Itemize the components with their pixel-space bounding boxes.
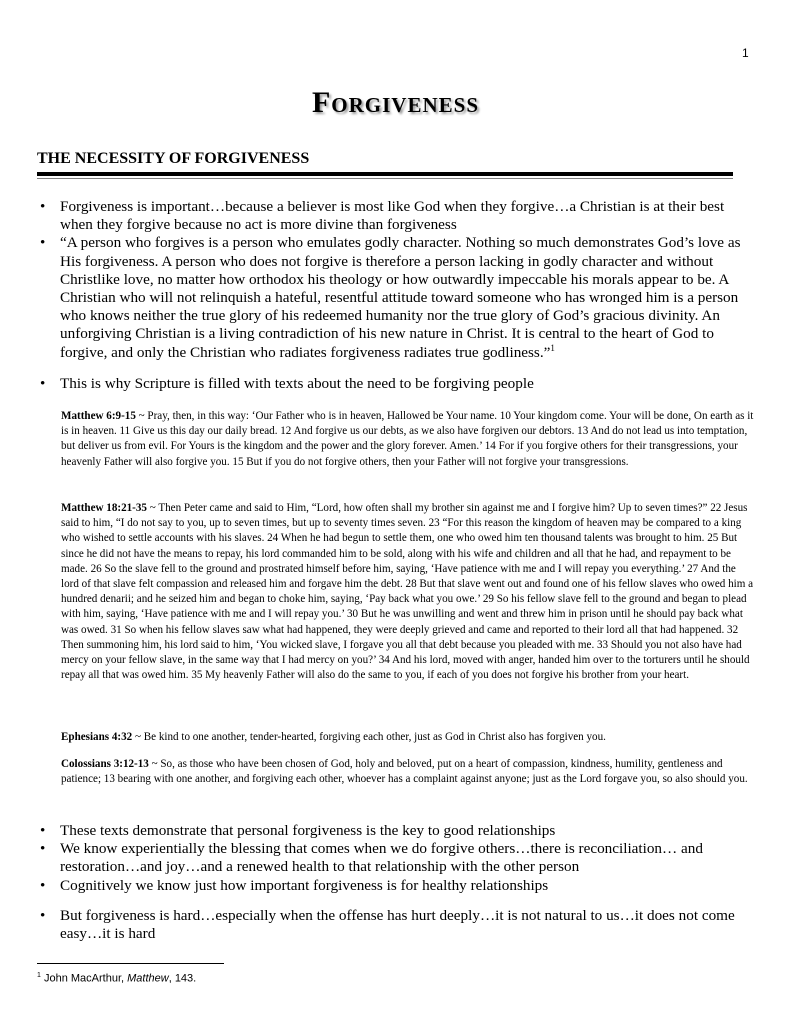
bullet-icon: • [40,876,46,894]
list-item-text: Cognitively we know just how important forgiveness is for healthy relationships [60,876,549,894]
bullet-icon: • [40,198,46,215]
scripture-text: ~ Pray, then, in this way: ‘Our Father who is in heaven, Hallowed be Your name. 10 Your kingdom come. Your will be done, On earth as it is in heaven. 11 Give us this day our daily bread. 12 And forgive us our debts, as we also have forgiven our debtors. 13 And do not lead us into temptation, but deliver us from evil. For Yours is the kingdom and the power and the glory forever. Amen.’ 14 For if you forgive others for their transgressions, your heavenly Father will also forgive you. 15 But if you do not forgive others, then your Father will not forgive your transgressions. [61,410,754,468]
scripture-passage [61,730,756,745]
footnote-book-title: Matthew [127,972,169,985]
heading-rule [37,172,733,176]
section-heading: THE NECESSITY OF FORGIVENESS [37,150,310,167]
list-item [37,907,757,943]
footnote-marker: 1 [37,972,41,979]
scripture-passage [61,501,756,683]
heading-rule-shadow [37,178,733,179]
bullet-icon: • [40,822,46,839]
bullet-list-bottom [37,822,757,943]
bullet-list-top [37,198,757,393]
bullet-icon: • [40,374,46,392]
scripture-text: ~ Be kind to one another, tender-hearted, forgiving each other, just as God in Christ also has forgiven you. [132,731,606,743]
scripture-reference: Colossians 3:12-13 [61,758,149,770]
list-item-text: We know experientially the blessing that comes when we do forgive others…there is reconciliation… and restoration…and joy…and a renewed health to that relationship with the other person [60,840,703,876]
list-item-text: “A person who forgives is a person who emulates godly character. Nothing so much demonstrates God’s love as His forgiveness. A person who does not forgive is therefore a person lacking in godly character and without Christlike love, no matter how orthodox his theology or how outwardly impeccable his morals appear to be. A Christian who will not relinquish a hateful, resentful attitude toward someone who has wronged him is a person who knows neither the true glory of his redeemed humanity nor the true glory of God’s gracious divinity. An unforgiving Christian is a living contradiction of his new nature in Christ. It is central to the heart of God to forgive, and only the Christian who radiates forgiveness radiates true godliness.” [60,234,741,361]
list-item-text: But forgiveness is hard…especially when the offense has hurt deeply…it is not natural to us…it does not come easy…it is hard [60,906,735,943]
scripture-text: ~ Then Peter came and said to Him, “Lord, how often shall my brother sin against me and I forgive him? Up to seven times?” 22 Jesus said to him, “I do not say to you, up to seven times, but up to seventy times seven. 23 “For this reason the kingdom of heaven may be compared to a king who wished to settle accounts with his slaves. 24 When he had begun to settle them, one who owed him ten thousand talents was brought to him. 25 But since he did not have the means to repay, his lord commanded him to be sold, along with his wife and children and all that he had, and repayment to be made. 26 So the slave fell to the ground and prostrated himself before him, saying, ‘Have patience with me and I will repay you everything.’ 27 And the lord of that slave felt compassion and released him and forgave him the debt. 28 But that slave went out and found one of his fellow slaves who owed him a hundred denarii; and he seized him and began to choke him, saying, ‘Pay back what you owe.’ 29 So his fellow slave fell to the ground and began to plead with him, saying, ‘Have patience with me and I will repay you.’ 30 But he was unwilling and went and threw him in prison until he should pay back what was owed. 31 So when his fellow slaves saw what had happened, they were deeply grieved and came and reported to their lord all that had happened. 32 Then summoning him, his lord said to him, ‘You wicked slave, I forgave you all that debt because you pleaded with me. 33 Should you not also have had mercy on your fellow slave, in the same way that I had mercy on you?’ 34 And his lord, moved with anger, handed him over to the torturers until he should repay all that was owed him. 35 My heavenly Father will also do the same to you, if each of you does not forgive his brother from your heart. [61,502,754,682]
bullet-icon: • [40,840,46,858]
footnote-author: John MacArthur, [43,972,125,985]
list-item-text: Forgiveness is important…because a believer is most like God when they forgive…a Christian is at their best when they forgive because no act is more divine than forgiveness [60,198,725,234]
list-item [37,877,757,895]
list-item [37,234,757,361]
footnote-page: , 143. [168,972,197,985]
scripture-text: ~ So, as those who have been chosen of God, holy and beloved, put on a heart of compassion, kindness, humility, gentleness and patience; 13 bearing with one another, and forgiving each other, whoever has a complaint against anyone; just as the Lord forgave you, so also should you. [61,758,748,786]
page-number: 1 [742,46,749,60]
scripture-reference: Ephesians 4:32 [61,731,133,743]
list-item [37,198,757,234]
list-item [37,375,757,393]
page-title: Forgiveness [311,86,480,119]
list-item-text: These texts demonstrate that personal forgiveness is the key to good relationships [60,822,556,839]
bullet-icon: • [40,906,46,924]
scripture-passage [61,409,756,470]
list-item [37,822,757,840]
footnote [37,972,196,985]
scripture-reference: Matthew 6:9-15 [61,410,136,422]
list-item-text: This is why Scripture is filled with texts about the need to be forgiving people [60,374,534,392]
list-item [37,840,757,876]
scripture-passage [61,757,756,787]
bullet-icon: • [40,234,46,252]
footnote-reference[interactable]: 1 [550,342,555,353]
footnote-separator [37,963,224,964]
scripture-reference: Matthew 18:21-35 [61,502,147,514]
